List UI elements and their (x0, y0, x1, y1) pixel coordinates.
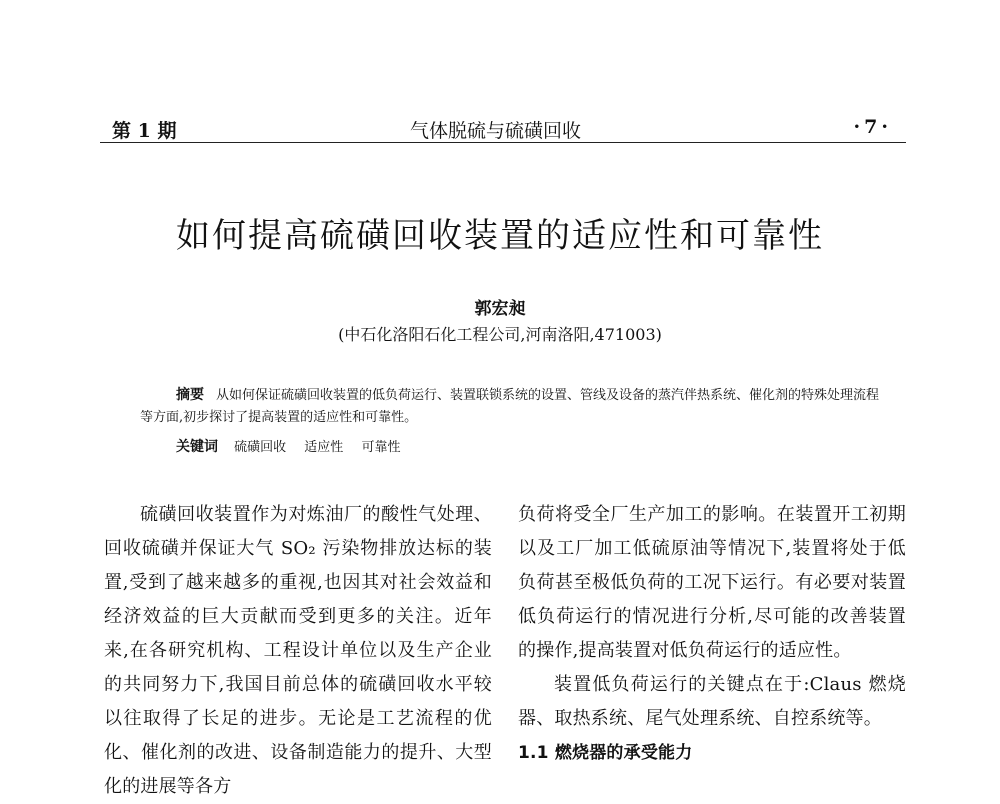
body-paragraph: 装置低负荷运行的关键点在于:Claus 燃烧器、取热系统、尾气处理系统、自控系统等。 (518, 674, 906, 729)
abstract-label: 摘要 (176, 387, 204, 403)
keywords-label: 关键词 (176, 439, 218, 455)
body-paragraph: 硫磺回收装置作为对炼油厂的酸性气处理、回收硫磺并保证大气 SO₂ 污染物排放达标的装置,受到了越来越多的重视,也因其对社会效益和经济效益的巨大贡献而受到更多的关注。近年来,在各研究机构、工程设计单位以及生产企业的共同努力下,我国目前总体的硫磺回收水平较以往取得了长足的进步。无论是工艺流程的优化、催化剂的改进、设备制造能力的提升、大型化的进展等各方 (104, 504, 492, 797)
author-affiliation: (中石化洛阳石化工程公司,河南洛阳,471003) (338, 325, 662, 344)
page-number: ·7· (853, 116, 892, 138)
section-heading: 1.1 燃烧器的承受能力 (518, 743, 693, 763)
body-paragraph: 负荷将受全厂生产加工的影响。在装置开工初期以及工厂加工低硫原油等情况下,装置将处于低负荷甚至极低负荷的工况下运行。有必要对装置低负荷运行的情况进行分析,尽可能的改善装置的操作,提高装置对低负荷运行的适应性。 (518, 504, 906, 661)
author-name: 郭宏昶 (474, 299, 526, 319)
issue-number: 第 1 期 (112, 120, 177, 142)
body-column-left (104, 498, 492, 804)
abstract (140, 384, 880, 429)
keywords (176, 436, 414, 456)
abstract-text: 从如何保证硫磺回收装置的低负荷运行、装置联锁系统的设置、管线及设备的蒸汽伴热系统、催化剂的特殊处理流程等方面,初步探讨了提高装置的适应性和可靠性。 (140, 388, 880, 425)
journal-name: 气体脱硫与硫磺回收 (410, 120, 582, 142)
running-header (100, 106, 906, 143)
keyword-item: 适应性 (304, 440, 344, 455)
body-column-right (518, 498, 906, 770)
keyword-item: 可靠性 (361, 440, 401, 455)
keyword-item: 硫磺回收 (234, 440, 287, 455)
paper-title: 如何提高硫磺回收装置的适应性和可靠性 (176, 216, 824, 256)
